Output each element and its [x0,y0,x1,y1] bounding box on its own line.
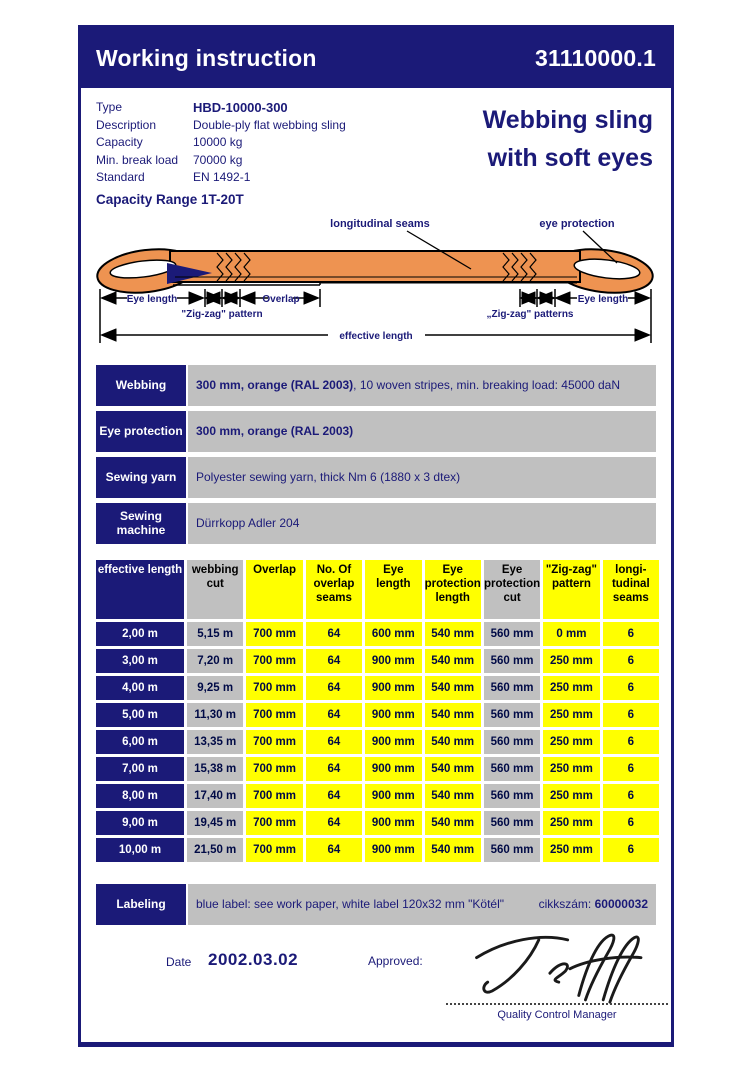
column-header: Eye protection cut [484,560,540,619]
table-cell: 21,50 m [187,838,243,862]
attribute-row-capacity [96,134,426,152]
product-info-section [96,99,656,207]
column-header: longi-tudinal seams [603,560,659,619]
table-cell: 64 [306,784,362,808]
table-cell: 64 [306,838,362,862]
zigzag-right-label: „Zig-zag" patterns [486,308,574,320]
table-cell: 900 mm [365,676,421,700]
table-cell: 17,40 m [187,784,243,808]
spec-value-rest: Dürrkopp Adler 204 [196,516,300,530]
labeling-row [96,884,656,925]
table-cell: 6 [603,730,659,754]
table-cell: 700 mm [246,730,302,754]
zigzag-left-label: "Zig-zag" pattern [181,308,263,320]
longitudinal-seams-label: longitudinal seams [330,217,430,230]
table-cell: 250 mm [543,757,599,781]
table-cell: 64 [306,622,362,646]
product-title-line2: with soft eyes [487,144,653,172]
table-row [96,730,659,754]
table-cell: 560 mm [484,730,540,754]
table-row [96,649,659,673]
table-cell: 540 mm [425,757,481,781]
spec-label: Sewing yarn [96,457,186,498]
table-cell: 6 [603,676,659,700]
attribute-row-type [96,99,426,117]
spec-label: Webbing [96,365,186,406]
eye-length-left-label: Eye length [126,293,178,305]
page-title: Working instruction [96,44,317,71]
eye-protection-label: eye protection [539,217,615,230]
signature [471,931,651,1014]
table-cell: 540 mm [425,703,481,727]
item-number-label: cikkszám: [538,897,595,911]
column-header: Overlap [246,560,302,619]
table-row [96,622,659,646]
table-cell: 64 [306,703,362,727]
eye-length-right-label: Eye length [577,293,629,305]
spec-value-rest: Polyester sewing yarn, thick Nm 6 (1880 x 3 dtex) [196,470,461,484]
attribute-value: HBD-10000-300 [193,100,288,115]
table-cell: 250 mm [543,676,599,700]
table-cell: 6,00 m [96,730,184,754]
table-cell: 600 mm [365,622,421,646]
table-cell: 900 mm [365,649,421,673]
table-cell: 6 [603,622,659,646]
labeling-section [96,884,656,925]
spec-value [188,411,656,452]
attribute-value: 70000 kg [193,152,243,167]
table-row [96,784,659,808]
table-cell: 540 mm [425,676,481,700]
table-cell: 13,35 m [187,730,243,754]
table-cell: 7,00 m [96,757,184,781]
table-cell: 6 [603,703,659,727]
table-cell: 700 mm [246,784,302,808]
spec-row-eye-protection [96,411,656,452]
sling-diagram [85,213,667,355]
product-title [426,101,656,207]
table-cell: 2,00 m [96,622,184,646]
table-cell: 700 mm [246,649,302,673]
table-cell: 700 mm [246,757,302,781]
signature-icon [471,931,651,1011]
attribute-value: Double-ply flat webbing sling [193,117,346,132]
table-cell: 0 mm [543,622,599,646]
overlap-label: Overlap [262,293,300,305]
table-cell: 6 [603,757,659,781]
spec-value [188,457,656,498]
table-cell: 250 mm [543,649,599,673]
table-cell: 64 [306,730,362,754]
table-cell: 540 mm [425,784,481,808]
webbing-band-icon [95,244,655,298]
table-cell: 560 mm [484,784,540,808]
document-header [81,28,671,88]
spec-value-bold: 300 mm, orange (RAL 2003) [196,378,354,392]
date-label: Date [166,954,192,969]
signer-title: Quality Control Manager [497,1008,617,1021]
table-header-row [96,560,659,619]
table-cell: 250 mm [543,838,599,862]
table-cell: 540 mm [425,622,481,646]
column-header: "Zig-zag" pattern [543,560,599,619]
table-cell: 7,20 m [187,649,243,673]
column-header: effective length [96,560,184,619]
table-cell: 540 mm [425,649,481,673]
attribute-label: Min. break load [96,152,179,167]
table-row [96,757,659,781]
table-cell: 900 mm [365,838,421,862]
approved-label: Approved: [368,953,423,968]
table-row [96,676,659,700]
table-cell: 560 mm [484,703,540,727]
table-cell: 540 mm [425,730,481,754]
document-frame [78,25,674,1047]
table-cell: 560 mm [484,676,540,700]
spec-value-rest: , 10 woven stripes, min. breaking load: 45000 daN [353,378,620,392]
labeling-text: blue label: see work paper, white label 120x32 mm "Kötél" [196,897,505,911]
table-cell: 5,15 m [187,622,243,646]
attribute-label: Description [96,117,157,132]
column-header: webbing cut [187,560,243,619]
attribute-value: EN 1492-1 [193,170,251,184]
table-cell: 3,00 m [96,649,184,673]
labeling-label: Labeling [96,884,186,925]
table-cell: 700 mm [246,703,302,727]
attribute-row-standard [96,169,426,187]
table-cell: 560 mm [484,649,540,673]
column-header: Eye protection length [425,560,481,619]
table-cell: 700 mm [246,811,302,835]
table-cell: 540 mm [425,838,481,862]
table-cell: 6 [603,838,659,862]
effective-length-label: effective length [339,330,413,342]
spec-value [188,503,656,544]
approval-footer [96,941,656,1041]
spec-value [188,365,656,406]
table-cell: 4,00 m [96,676,184,700]
table-cell: 11,30 m [187,703,243,727]
table-cell: 700 mm [246,676,302,700]
specs-table [96,365,656,544]
spec-row-sewing-yarn [96,457,656,498]
table-cell: 560 mm [484,838,540,862]
table-row [96,838,659,862]
dimensions-table [93,557,662,865]
document-number: 31110000.1 [535,44,656,71]
table-cell: 700 mm [246,838,302,862]
attribute-value: 10000 kg [193,135,243,149]
table-cell: 560 mm [484,757,540,781]
item-number [539,897,648,911]
table-cell: 560 mm [484,622,540,646]
table-cell: 64 [306,757,362,781]
table-cell: 250 mm [543,730,599,754]
table-cell: 900 mm [365,784,421,808]
spec-value-bold: 300 mm, orange (RAL 2003) [196,424,354,438]
column-header: Eye length [365,560,421,619]
table-cell: 250 mm [543,811,599,835]
table-cell: 64 [306,811,362,835]
signature-line [446,1003,668,1005]
table-cell: 250 mm [543,703,599,727]
spec-row-webbing [96,365,656,406]
table-cell: 5,00 m [96,703,184,727]
item-number-value: 60000032 [594,897,648,911]
attribute-label: Standard [96,170,145,184]
table-cell: 900 mm [365,811,421,835]
table-row [96,703,659,727]
table-cell: 560 mm [484,811,540,835]
spec-label: Eye protection [96,411,186,452]
table-cell: 15,38 m [187,757,243,781]
table-cell: 250 mm [543,784,599,808]
table-cell: 10,00 m [96,838,184,862]
table-cell: 540 mm [425,811,481,835]
table-cell: 19,45 m [187,811,243,835]
capacity-range: Capacity Range 1T-20T [96,191,244,207]
table-cell: 9,00 m [96,811,184,835]
table-cell: 6 [603,784,659,808]
attribute-label: Type [96,100,123,114]
product-attributes [96,99,426,207]
table-cell: 9,25 m [187,676,243,700]
attribute-row-description [96,117,426,135]
labeling-value [188,884,656,925]
table-cell: 700 mm [246,622,302,646]
table-cell: 8,00 m [96,784,184,808]
table-row [96,811,659,835]
table-cell: 900 mm [365,703,421,727]
table-cell: 64 [306,676,362,700]
table-cell: 6 [603,649,659,673]
date-value: 2002.03.02 [208,949,299,969]
table-cell: 6 [603,811,659,835]
sling-graphic [85,213,667,355]
product-title-line1: Webbing sling [482,106,653,134]
table-cell: 64 [306,649,362,673]
column-header: No. Of overlap seams [306,560,362,619]
attribute-row-breakload [96,152,426,170]
table-cell: 900 mm [365,730,421,754]
spec-label: Sewing machine [96,503,186,544]
table-cell: 900 mm [365,757,421,781]
attribute-label: Capacity [96,135,143,149]
spec-row-sewing-machine [96,503,656,544]
